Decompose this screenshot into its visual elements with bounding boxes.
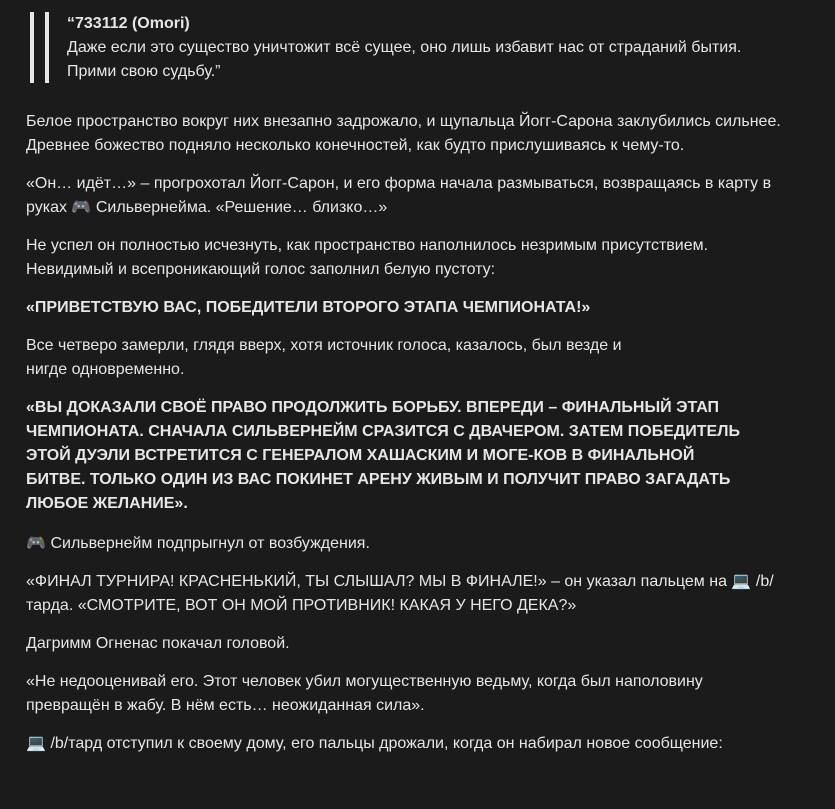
paragraph-text: Сильвернейма. «Решение… близко…» [91, 199, 388, 216]
paragraph: «Не недооценивай его. Этот человек убил могущественную ведьму, когда был наполовину превращён в жабу. В нём есть… неожиданная сила». [26, 673, 703, 714]
paragraph-text: «ФИНАЛ ТУРНИРА! КРАСНЕНЬКИЙ, ТЫ СЛЫШАЛ? МЫ В ФИНАЛЕ!» – он указал пальцем на [26, 573, 732, 590]
gamepad-icon: 🎮 [26, 535, 46, 552]
quote-line: Даже если это существо уничтожит всё сущее, оно лишь избавит нас от страданий бытия. [67, 39, 742, 56]
quote-bar [45, 12, 49, 83]
paragraph-text: нигде одновременно. [26, 361, 185, 378]
paragraph [26, 172, 786, 220]
paragraph: Белое пространство вокруг них внезапно задрожало, и щупальца Йогг-Сарона заклубились сильнее. Древнее божество подняло несколько конечностей, как будто прислушиваясь к чему-то. [26, 113, 781, 154]
quote-bar [30, 12, 34, 83]
laptop-icon: 💻 [731, 573, 752, 590]
paragraph [26, 334, 786, 382]
gamepad-icon: 🎮 [71, 199, 92, 216]
paragraph: «ПРИВЕТСТВУЮ ВАС, ПОБЕДИТЕЛИ ВТОРОГО ЭТАПА ЧЕМПИОНАТА!» [26, 299, 591, 316]
quote-author: “733112 (Omori) [67, 15, 190, 32]
paragraph: Не успел он полностью исчезнуть, как пространство наполнилось незримым присутствием. Невидимый и всепроникающий голос заполнил белую пустоту: [26, 237, 709, 278]
paragraph-text: /b/тарда. «СМОТРИТЕ, ВОТ ОН МОЙ ПРОТИВНИК! КАКАЯ У НЕГО ДЕКА?» [26, 573, 774, 614]
laptop-icon: 💻 [26, 735, 46, 752]
paragraph-text: Все четверо замерли, глядя вверх, хотя источник голоса, казалось, был везде и [26, 337, 622, 354]
paragraph-text: Сильвернейм подпрыгнул от возбуждения. [46, 535, 370, 552]
quote-line: Прими свою судьбу.” [67, 63, 221, 80]
paragraph-text: /b/тард отступил к своему дому, его пальцы дрожали, когда он набирал новое сообщение: [46, 735, 723, 752]
paragraph: «ВЫ ДОКАЗАЛИ СВОЁ ПРАВО ПРОДОЛЖИТЬ БОРЬБУ. ВПЕРЕДИ – ФИНАЛЬНЫЙ ЭТАП ЧЕМПИОНАТА. СНАЧАЛА СИЛЬВЕРНЕЙМ СРАЗИТСЯ С ДВАЧЕРОМ. ЗАТЕМ ПОБЕДИТЕЛЬ ЭТОЙ ДУЭЛИ ВСТРЕТИТСЯ С ГЕНЕРАЛОМ ХАШАСКИМ И МОГЕ-КОВ В ФИНАЛЬНОЙ БИТВЕ. ТОЛЬКО ОДИН ИЗ ВАС ПОКИНЕТ АРЕНУ ЖИВЫМ И ПОЛУЧИТ ПРАВО ЗАГАДАТЬ ЛЮБОЕ ЖЕЛАНИЕ». [26, 399, 740, 512]
paragraph [26, 532, 786, 556]
paragraph: Дагримм Огненас покачал головой. [26, 635, 290, 652]
paragraph-text: «Он… идёт…» – прогрохотал Йогг-Сарон, и его форма начала размываться, возвращаясь в карту в руках [26, 175, 772, 216]
blockquote [26, 12, 835, 84]
paragraph [26, 732, 786, 756]
paragraph [26, 570, 786, 618]
